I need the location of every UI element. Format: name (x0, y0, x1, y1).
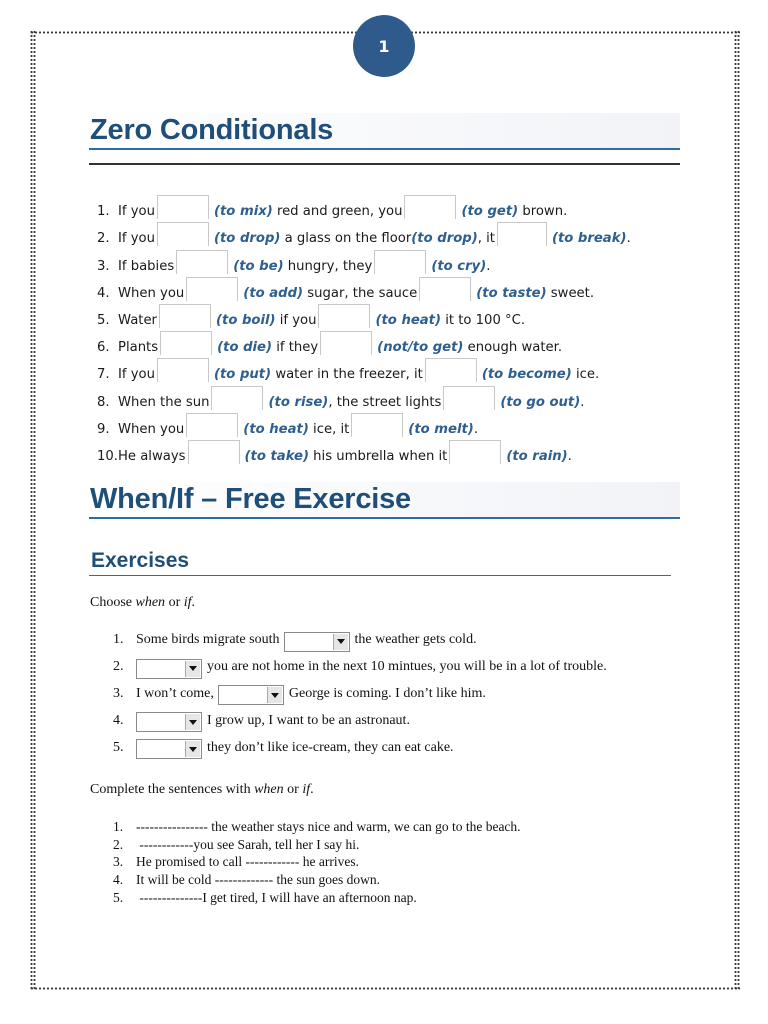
sentence-text: ice, it (308, 421, 350, 437)
answer-blank[interactable] (351, 413, 403, 437)
section-title-when-if: When/If – Free Exercise (90, 483, 411, 515)
item-number: 3. (97, 258, 110, 274)
verb-hint: (to go out) (500, 394, 581, 410)
instruction-text: . (310, 782, 314, 797)
sentence-text: ---------------- the weather stays nice and warm, we can go to the beach. (136, 818, 521, 834)
verb-hint: (to rain) (506, 448, 568, 464)
exercise-row (113, 734, 673, 761)
title-underline (89, 148, 680, 150)
item-number: 2. (97, 231, 110, 247)
exercise-row (113, 627, 673, 654)
answer-blank[interactable] (160, 331, 212, 355)
item-number: 1. (97, 204, 110, 220)
sentence-text: . (626, 231, 631, 247)
answer-blank[interactable] (157, 222, 209, 246)
item-number: 8. (97, 394, 110, 410)
zero-conditionals-list (97, 192, 697, 464)
sentence-text: you are not home in the next 10 mintues, you will be in a lot of trouble. (207, 659, 607, 675)
instruction-text: or (283, 782, 303, 797)
exercise-row (113, 707, 673, 734)
sentence-text: I grow up, I want to be an astronaut. (207, 712, 410, 728)
chevron-down-icon[interactable] (333, 634, 348, 650)
when-if-dropdown[interactable] (284, 632, 350, 652)
sentence-text: hungry, they (283, 258, 373, 274)
page-number: 1 (378, 36, 390, 56)
verb-hint: (to take) (244, 448, 309, 464)
exercise-row (97, 410, 697, 437)
sentence-text: red and green, you (272, 204, 403, 220)
verb-hint: (to put) (213, 367, 272, 383)
sentence-text: . (567, 448, 572, 464)
sentence-text: , the street lights (328, 394, 442, 410)
item-number: 4. (113, 871, 124, 887)
page-border-left (30, 30, 36, 991)
exercise-row (97, 328, 697, 355)
instruction-text: Complete the sentences with (90, 782, 255, 797)
chevron-down-icon[interactable] (185, 741, 200, 757)
verb-hint: (to boil) (215, 312, 276, 328)
exercise-row (97, 219, 697, 246)
chevron-down-icon[interactable] (185, 661, 200, 677)
sentence-text: Plants (118, 340, 159, 356)
verb-hint: (to melt) (408, 421, 474, 437)
sentence-text: his umbrella when it (308, 448, 448, 464)
sentence-text: George is coming. I don’t like him. (288, 685, 486, 701)
page-border-right (734, 30, 740, 991)
chevron-down-icon[interactable] (185, 714, 200, 730)
section-title-zero-conditionals: Zero Conditionals (90, 114, 334, 146)
page-number-badge (353, 15, 415, 77)
verb-hint: (not/to get) (377, 340, 464, 356)
choose-when-if-list (113, 627, 673, 761)
item-number: 1. (113, 818, 124, 834)
sentence-text: . (486, 258, 491, 274)
answer-blank[interactable] (186, 277, 238, 301)
sentence-text: --------------I get tired, I will have an afternoon nap. (136, 889, 417, 905)
instruction-complete (90, 782, 314, 798)
exercise-row (97, 382, 697, 409)
answer-blank[interactable] (425, 358, 477, 382)
sentence-text: sugar, the sauce (303, 285, 418, 301)
exercise-row (97, 274, 697, 301)
verb-hint: (to drop) (213, 231, 281, 247)
exercise-row (97, 192, 697, 219)
sentence-row (113, 818, 673, 836)
instruction-emphasis: if (183, 595, 192, 610)
when-if-dropdown[interactable] (136, 712, 202, 732)
sentence-text: sweet. (546, 285, 595, 301)
verb-hint: (to taste) (476, 285, 547, 301)
answer-blank[interactable] (188, 440, 240, 464)
when-if-dropdown[interactable] (218, 685, 284, 705)
sentence-text: , it (477, 231, 495, 247)
answer-blank[interactable] (211, 386, 263, 410)
item-number: 9. (97, 421, 110, 437)
verb-hint: (to mix) (213, 204, 273, 220)
exercise-row (113, 654, 673, 681)
chevron-down-icon[interactable] (267, 687, 282, 703)
item-number: 3. (113, 685, 124, 701)
item-number: 10. (97, 448, 118, 464)
answer-blank[interactable] (419, 277, 471, 301)
sentence-text: If you (118, 204, 155, 220)
sentence-text: a glass on the floor (280, 231, 412, 247)
verb-hint: (to die) (217, 340, 273, 356)
section-divider (89, 163, 680, 165)
sentence-row (113, 871, 673, 889)
sentence-text: water in the freezer, it (271, 367, 423, 383)
complete-sentences-list (113, 818, 673, 906)
exercise-row (97, 301, 697, 328)
item-number: 5. (97, 312, 110, 328)
item-number: 6. (97, 340, 110, 356)
sentence-text: He promised to call ------------ he arrives. (136, 854, 360, 870)
item-number: 7. (97, 367, 110, 383)
sentence-text: . (580, 394, 585, 410)
sentence-text: If you (118, 367, 155, 383)
when-if-dropdown[interactable] (136, 659, 202, 679)
sentence-text: If babies (118, 258, 175, 274)
when-if-dropdown[interactable] (136, 739, 202, 759)
sentence-text: if they (272, 340, 319, 356)
sentence-text: When the sun (118, 394, 210, 410)
verb-hint: (to become) (481, 367, 572, 383)
sentence-text: If you (118, 231, 155, 247)
item-number: 4. (97, 285, 110, 301)
answer-blank[interactable] (320, 331, 372, 355)
item-number: 3. (113, 854, 124, 870)
instruction-text: or (165, 595, 184, 610)
sentence-text: He always (118, 448, 186, 464)
instruction-emphasis: if (302, 782, 311, 797)
sentence-text: Some birds migrate south (136, 632, 280, 648)
answer-blank[interactable] (159, 304, 211, 328)
sentence-text: It will be cold ------------- the sun goes down. (136, 871, 381, 887)
item-number: 1. (113, 632, 124, 648)
sentence-text: I won’t come, (136, 685, 214, 701)
instruction-emphasis: when (254, 782, 284, 797)
verb-hint: (to rise) (268, 394, 329, 410)
sentence-text: ice. (571, 367, 600, 383)
sentence-row (113, 889, 673, 907)
answer-blank[interactable] (449, 440, 501, 464)
item-number: 2. (113, 659, 124, 675)
verb-hint: (to heat) (243, 421, 309, 437)
sentence-text: brown. (518, 204, 568, 220)
item-number: 2. (113, 836, 124, 852)
sentence-text: When you (118, 285, 185, 301)
item-number: 5. (113, 739, 124, 755)
sentence-text: it to 100 °C. (441, 312, 526, 328)
verb-hint: (to cry) (431, 258, 487, 274)
item-number: 4. (113, 712, 124, 728)
answer-blank[interactable] (318, 304, 370, 328)
sentence-text: the weather gets cold. (354, 632, 477, 648)
item-number: 5. (113, 889, 124, 905)
verb-hint: (to break) (551, 231, 627, 247)
instruction-choose (90, 595, 195, 611)
instruction-emphasis: when (135, 595, 166, 610)
answer-blank[interactable] (176, 250, 228, 274)
answer-blank[interactable] (443, 386, 495, 410)
sentence-row (113, 836, 673, 854)
title-underline (89, 517, 680, 519)
sentence-text: enough water. (463, 340, 563, 356)
exercise-row (97, 437, 697, 464)
sentence-text: ------------you see Sarah, tell her I say hi. (136, 836, 360, 852)
sentence-row (113, 853, 673, 871)
sentence-text: Water (118, 312, 157, 328)
answer-blank[interactable] (404, 195, 456, 219)
sentence-text: if you (275, 312, 317, 328)
exercise-row (97, 246, 697, 273)
subheading-exercises: Exercises (91, 549, 190, 572)
instruction-text: . (191, 595, 196, 610)
answer-blank[interactable] (497, 222, 547, 246)
exercise-row (97, 355, 697, 382)
verb-hint: (to be) (233, 258, 284, 274)
exercise-row (113, 681, 673, 708)
answer-blank[interactable] (157, 195, 209, 219)
page-border-bottom (30, 986, 740, 991)
sentence-text: When you (118, 421, 185, 437)
sentence-text: . (473, 421, 479, 437)
verb-hint: (to add) (243, 285, 304, 301)
answer-blank[interactable] (374, 250, 426, 274)
answer-blank[interactable] (186, 413, 238, 437)
instruction-text: Choose (90, 595, 136, 610)
verb-hint: (to drop) (411, 231, 478, 247)
verb-hint: (to get) (461, 204, 519, 220)
subheading-underline (89, 575, 671, 576)
answer-blank[interactable] (157, 358, 209, 382)
sentence-text: they don’t like ice-cream, they can eat cake. (207, 739, 454, 755)
verb-hint: (to heat) (375, 312, 442, 328)
